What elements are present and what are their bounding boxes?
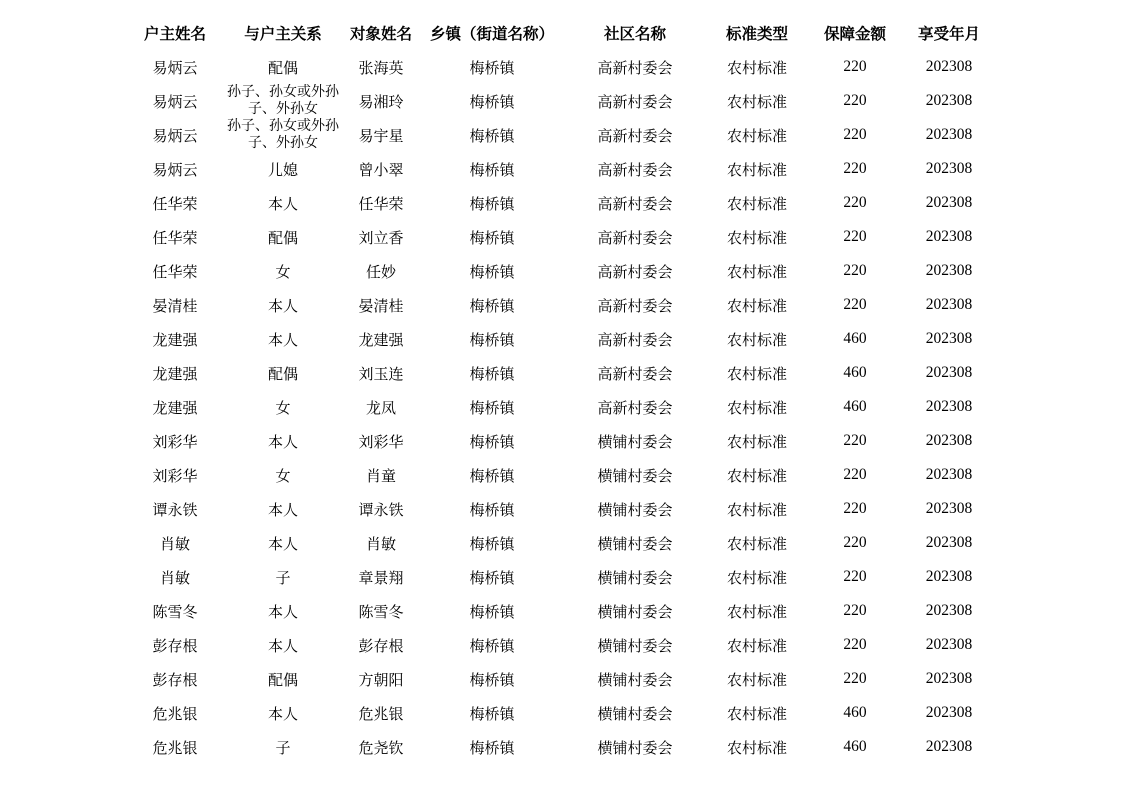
cell-month: 202308 — [925, 670, 973, 687]
cell-standard-type: 农村标准 — [726, 364, 787, 383]
cell-amount: 220 — [843, 636, 867, 653]
cell-community: 高新村委会 — [597, 160, 673, 179]
data-table-region — [131, 16, 1001, 764]
table-row — [131, 594, 1001, 628]
cell-amount: 460 — [843, 704, 867, 721]
cell-recipient-name: 陈雪冬 — [358, 602, 404, 621]
cell-community: 高新村委会 — [597, 364, 673, 383]
table-row — [131, 220, 1001, 254]
cell-month: 202308 — [925, 228, 973, 245]
cell-household-head-name: 危兆银 — [152, 738, 198, 757]
cell-month: 202308 — [925, 262, 973, 279]
column-header-town: 乡镇（街道名称） — [429, 25, 554, 43]
cell-month: 202308 — [925, 296, 973, 313]
table-row — [131, 322, 1001, 356]
cell-standard-type: 农村标准 — [726, 704, 787, 723]
cell-household-head-name: 彭存根 — [152, 636, 198, 655]
cell-month: 202308 — [925, 636, 973, 653]
table-row — [131, 288, 1001, 322]
cell-standard-type: 农村标准 — [726, 670, 787, 689]
cell-community: 高新村委会 — [597, 262, 673, 281]
cell-recipient-name: 肖童 — [365, 466, 396, 485]
cell-household-head-name: 谭永铁 — [152, 500, 198, 519]
cell-relationship: 本人 — [267, 330, 298, 349]
cell-amount: 220 — [843, 568, 867, 585]
cell-amount: 220 — [843, 534, 867, 551]
cell-community: 横铺村委会 — [597, 636, 673, 655]
cell-month: 202308 — [925, 160, 973, 177]
cell-town: 梅桥镇 — [469, 534, 515, 553]
table-row — [131, 526, 1001, 560]
cell-relationship: 女 — [275, 466, 291, 485]
cell-standard-type: 农村标准 — [726, 228, 787, 247]
table-row — [131, 730, 1001, 764]
cell-month: 202308 — [925, 432, 973, 449]
cell-recipient-name: 刘立香 — [358, 228, 404, 247]
cell-relationship: 儿媳 — [267, 160, 298, 179]
cell-amount: 220 — [843, 500, 867, 517]
cell-community: 高新村委会 — [597, 126, 673, 145]
cell-standard-type: 农村标准 — [726, 58, 787, 77]
cell-relationship: 女 — [275, 262, 291, 281]
cell-amount: 220 — [843, 432, 867, 449]
cell-amount: 220 — [843, 194, 867, 211]
cell-standard-type: 农村标准 — [726, 602, 787, 621]
cell-community: 高新村委会 — [597, 296, 673, 315]
table-row — [131, 628, 1001, 662]
cell-month: 202308 — [925, 738, 973, 755]
cell-town: 梅桥镇 — [469, 398, 515, 417]
cell-community: 高新村委会 — [597, 228, 673, 247]
cell-relationship: 孙子、孙女或外孙子、外孙女 — [227, 118, 339, 151]
cell-recipient-name: 肖敏 — [365, 534, 396, 553]
cell-month: 202308 — [925, 330, 973, 347]
table-row — [131, 186, 1001, 220]
cell-standard-type: 农村标准 — [726, 500, 787, 519]
cell-community: 横铺村委会 — [597, 602, 673, 621]
cell-relationship: 本人 — [267, 602, 298, 621]
cell-community: 横铺村委会 — [597, 466, 673, 485]
cell-community: 高新村委会 — [597, 58, 673, 77]
cell-town: 梅桥镇 — [469, 364, 515, 383]
cell-household-head-name: 龙建强 — [152, 364, 198, 383]
cell-relationship: 本人 — [267, 500, 298, 519]
cell-household-head-name: 刘彩华 — [152, 466, 198, 485]
cell-town: 梅桥镇 — [469, 432, 515, 451]
cell-household-head-name: 任华荣 — [152, 262, 198, 281]
cell-recipient-name: 任妙 — [365, 262, 396, 281]
cell-town: 梅桥镇 — [469, 228, 515, 247]
cell-community: 高新村委会 — [597, 92, 673, 111]
cell-standard-type: 农村标准 — [726, 262, 787, 281]
cell-month: 202308 — [925, 194, 973, 211]
cell-household-head-name: 易炳云 — [152, 58, 198, 77]
table-body — [131, 50, 1001, 764]
cell-community: 横铺村委会 — [597, 500, 673, 519]
column-header-recipient-name: 对象姓名 — [349, 25, 412, 43]
cell-relationship: 本人 — [267, 636, 298, 655]
cell-amount: 220 — [843, 602, 867, 619]
cell-amount: 220 — [843, 228, 867, 245]
cell-relationship: 配偶 — [267, 58, 298, 77]
cell-household-head-name: 刘彩华 — [152, 432, 198, 451]
table-row — [131, 390, 1001, 424]
cell-relationship: 本人 — [267, 432, 298, 451]
cell-town: 梅桥镇 — [469, 500, 515, 519]
cell-household-head-name: 龙建强 — [152, 330, 198, 349]
cell-amount: 220 — [843, 92, 867, 109]
cell-recipient-name: 刘彩华 — [358, 432, 404, 451]
cell-relationship: 孙子、孙女或外孙子、外孙女 — [227, 84, 339, 117]
cell-month: 202308 — [925, 126, 973, 143]
cell-month: 202308 — [925, 398, 973, 415]
cell-town: 梅桥镇 — [469, 704, 515, 723]
cell-community: 横铺村委会 — [597, 738, 673, 757]
cell-month: 202308 — [925, 568, 973, 585]
cell-household-head-name: 易炳云 — [152, 126, 198, 145]
cell-standard-type: 农村标准 — [726, 432, 787, 451]
cell-town: 梅桥镇 — [469, 194, 515, 213]
cell-relationship: 子 — [275, 738, 291, 757]
cell-town: 梅桥镇 — [469, 568, 515, 587]
cell-household-head-name: 任华荣 — [152, 194, 198, 213]
cell-household-head-name: 陈雪冬 — [152, 602, 198, 621]
cell-household-head-name: 肖敏 — [159, 568, 190, 587]
table-row — [131, 118, 1001, 152]
table-row — [131, 458, 1001, 492]
cell-relationship: 本人 — [267, 704, 298, 723]
cell-month: 202308 — [925, 602, 973, 619]
allowance-table — [131, 16, 1001, 764]
cell-recipient-name: 曾小翠 — [358, 160, 404, 179]
cell-relationship: 本人 — [267, 194, 298, 213]
cell-recipient-name: 方朝阳 — [358, 670, 404, 689]
cell-standard-type: 农村标准 — [726, 330, 787, 349]
cell-recipient-name: 危尧钦 — [358, 738, 404, 757]
cell-amount: 220 — [843, 160, 867, 177]
cell-town: 梅桥镇 — [469, 126, 515, 145]
table-row — [131, 424, 1001, 458]
cell-recipient-name: 张海英 — [358, 58, 404, 77]
cell-standard-type: 农村标准 — [726, 636, 787, 655]
cell-month: 202308 — [925, 704, 973, 721]
cell-town: 梅桥镇 — [469, 262, 515, 281]
table-row — [131, 662, 1001, 696]
table-row — [131, 492, 1001, 526]
cell-town: 梅桥镇 — [469, 296, 515, 315]
table-row — [131, 356, 1001, 390]
cell-relationship: 配偶 — [267, 670, 298, 689]
cell-town: 梅桥镇 — [469, 602, 515, 621]
cell-month: 202308 — [925, 534, 973, 551]
column-header-household-head-name: 户主姓名 — [143, 25, 206, 43]
cell-relationship: 配偶 — [267, 364, 298, 383]
cell-standard-type: 农村标准 — [726, 296, 787, 315]
cell-household-head-name: 危兆银 — [152, 704, 198, 723]
cell-community: 高新村委会 — [597, 194, 673, 213]
cell-month: 202308 — [925, 466, 973, 483]
cell-standard-type: 农村标准 — [726, 92, 787, 111]
cell-standard-type: 农村标准 — [726, 398, 787, 417]
column-header-standard-type: 标准类型 — [725, 25, 788, 43]
cell-relationship: 配偶 — [267, 228, 298, 247]
cell-recipient-name: 易宇星 — [358, 126, 404, 145]
cell-town: 梅桥镇 — [469, 738, 515, 757]
cell-amount: 220 — [843, 296, 867, 313]
cell-standard-type: 农村标准 — [726, 160, 787, 179]
cell-amount: 220 — [843, 262, 867, 279]
cell-community: 高新村委会 — [597, 330, 673, 349]
table-header-row — [131, 16, 1001, 50]
cell-amount: 220 — [843, 670, 867, 687]
cell-standard-type: 农村标准 — [726, 738, 787, 757]
cell-amount: 460 — [843, 738, 867, 755]
cell-recipient-name: 彭存根 — [358, 636, 404, 655]
column-header-community: 社区名称 — [603, 25, 666, 43]
cell-household-head-name: 晏清桂 — [152, 296, 198, 315]
cell-amount: 460 — [843, 364, 867, 381]
cell-recipient-name: 易湘玲 — [358, 92, 404, 111]
cell-recipient-name: 龙建强 — [358, 330, 404, 349]
cell-household-head-name: 彭存根 — [152, 670, 198, 689]
table-row — [131, 254, 1001, 288]
cell-recipient-name: 晏清桂 — [358, 296, 404, 315]
cell-town: 梅桥镇 — [469, 330, 515, 349]
cell-recipient-name: 章景翔 — [358, 568, 404, 587]
cell-amount: 220 — [843, 126, 867, 143]
cell-town: 梅桥镇 — [469, 160, 515, 179]
column-header-relationship: 与户主关系 — [244, 25, 322, 43]
cell-recipient-name: 龙凤 — [365, 398, 396, 417]
cell-month: 202308 — [925, 58, 973, 75]
cell-household-head-name: 任华荣 — [152, 228, 198, 247]
cell-town: 梅桥镇 — [469, 670, 515, 689]
cell-standard-type: 农村标准 — [726, 126, 787, 145]
cell-amount: 220 — [843, 58, 867, 75]
cell-town: 梅桥镇 — [469, 636, 515, 655]
cell-relationship: 子 — [275, 568, 291, 587]
cell-month: 202308 — [925, 92, 973, 109]
cell-relationship: 本人 — [267, 296, 298, 315]
cell-month: 202308 — [925, 500, 973, 517]
cell-standard-type: 农村标准 — [726, 534, 787, 553]
table-row — [131, 152, 1001, 186]
cell-household-head-name: 易炳云 — [152, 160, 198, 179]
cell-month: 202308 — [925, 364, 973, 381]
cell-relationship: 女 — [275, 398, 291, 417]
cell-recipient-name: 谭永铁 — [358, 500, 404, 519]
cell-town: 梅桥镇 — [469, 92, 515, 111]
cell-amount: 460 — [843, 398, 867, 415]
cell-household-head-name: 肖敏 — [159, 534, 190, 553]
cell-household-head-name: 易炳云 — [152, 92, 198, 111]
cell-recipient-name: 刘玉连 — [358, 364, 404, 383]
cell-community: 横铺村委会 — [597, 568, 673, 587]
column-header-amount: 保障金额 — [823, 25, 886, 43]
cell-recipient-name: 危兆银 — [358, 704, 404, 723]
table-row — [131, 50, 1001, 84]
column-header-month: 享受年月 — [917, 25, 980, 43]
table-row — [131, 696, 1001, 730]
cell-household-head-name: 龙建强 — [152, 398, 198, 417]
cell-amount: 460 — [843, 330, 867, 347]
cell-town: 梅桥镇 — [469, 466, 515, 485]
cell-town: 梅桥镇 — [469, 58, 515, 77]
cell-relationship: 本人 — [267, 534, 298, 553]
cell-community: 高新村委会 — [597, 398, 673, 417]
cell-standard-type: 农村标准 — [726, 466, 787, 485]
cell-recipient-name: 任华荣 — [358, 194, 404, 213]
cell-community: 横铺村委会 — [597, 534, 673, 553]
table-row — [131, 560, 1001, 594]
cell-community: 横铺村委会 — [597, 432, 673, 451]
table-row — [131, 84, 1001, 118]
cell-community: 横铺村委会 — [597, 704, 673, 723]
cell-standard-type: 农村标准 — [726, 568, 787, 587]
cell-standard-type: 农村标准 — [726, 194, 787, 213]
cell-amount: 220 — [843, 466, 867, 483]
cell-community: 横铺村委会 — [597, 670, 673, 689]
